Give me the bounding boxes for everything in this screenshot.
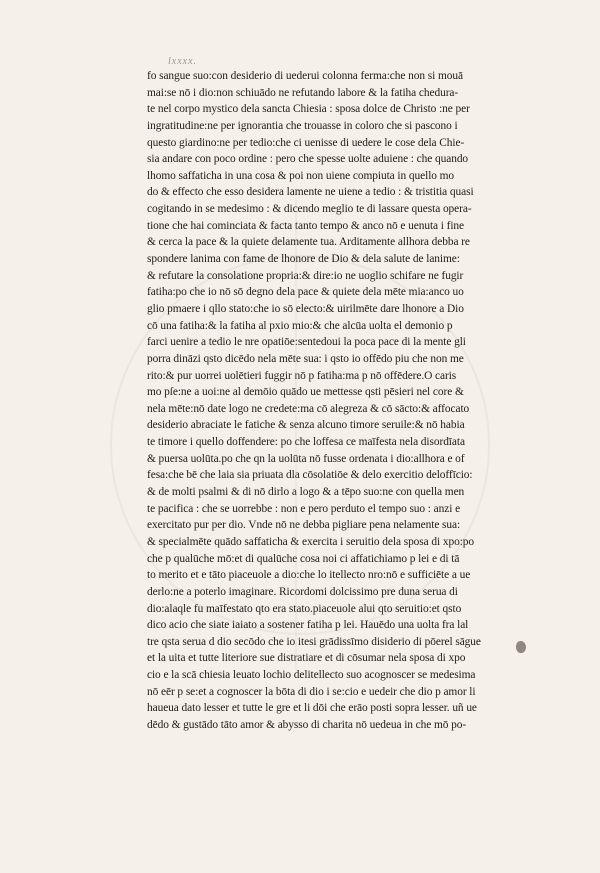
text-line: desiderio abraciate le fatiche & senza alcuno timore seruile:& nō habia: [147, 419, 465, 432]
text-line: tre qsta serua d dio secōdo che io itesi grādissīmo disiderio di pōerel sāgue: [147, 635, 481, 648]
text-line: glio pmaere i qllo stato:che io sō electo:& uirilmēte dare lhonore a Dio: [147, 302, 464, 315]
text-line: te nel corpo mystico dela sancta Chiesia : sposa dolce de Christo :ne per: [147, 103, 470, 116]
text-line: ingratitudine:ne per ignorantia che trouasse in coloro che si pascono i: [147, 119, 458, 132]
text-line: & refutare la consolatione propria:& dire:io ne uoglio schifare ne fugir: [147, 269, 464, 282]
text-line: mo pſe:ne a uoi:ne al demōio quādo ue mettesse qsti pēsieri nel core &: [147, 386, 464, 399]
ink-blot: [516, 641, 526, 653]
text-line: fatiha:po che io nō sō degno dela pace & quiete dela mēte mia:anco uo: [147, 286, 464, 299]
text-line: nela mēte:nō date logo ne credete:ma cō alegreza & cō sācto:& affocato: [147, 402, 470, 415]
text-line: sia andare con poco ordine : pero che spesse uolte aduiene : che quando: [147, 153, 469, 166]
text-line: mai:se nō i dio:non schiuādo ne refutando labore & la fatiha chedura-: [147, 86, 459, 99]
text-line: derlo:ne a poterlo imaginare. Ricordomi dolcissimo pre duna serua di: [147, 585, 458, 598]
text-line: nō eēr p se:et a cognoscer la bōta di dio i se:cio e uedeir che dio p amor li: [147, 685, 476, 698]
text-line: cō una fatiha:& la fatiha al pxio mio:& che alcūa uolta el demonio p: [147, 319, 453, 332]
text-line: & puersa uolūta.po che qn la uolūta nō fusse ordenata i dio:allhora e of: [147, 452, 465, 465]
text-line: exercitato pur per dio. Vnde nō ne debba pigliare pena nelamente sua:: [147, 519, 461, 532]
text-line: farci uenire a tedio le nre opatiōe:sentedoui la poca pace di la mente gli: [147, 336, 466, 349]
text-line: et la uita et tutte literiore sue distratiare et di cōsumar nela sposa di xpo: [147, 652, 466, 665]
text-line: rito:& pur uorrei uolētieri fuggir nō p fatiha:ma p nō offēdere.O caris: [147, 369, 457, 382]
text-line: dio:alaqle fu maīfestato qto era stato.piaceuole alui qto seruitio:et qsto: [147, 602, 462, 615]
text-line: porra dināzi qsto dicēdo nela mēte sua: i qsto io offēdo piu che non me: [147, 352, 464, 365]
text-line: & de molti psalmi & di nō dirlo a logo & a tēpo suo:ne con quella men: [147, 486, 465, 499]
text-line: dico acio che siate iaiato a sostener fatiha p lei. Hauēdo una uolta fra lal: [147, 619, 469, 632]
text-block: [147, 68, 545, 734]
text-line: dēdo & gustādo tāto amor & abysso di charita nō uedeua in che mō po-: [147, 718, 467, 731]
text-line: tione che hai cominciata & facta tanto tempo & anco nō e uenuta i fine: [147, 219, 465, 232]
text-line: cio e la scā chiesia leuato lochio delitellecto suo acognoscer se medesima: [147, 669, 476, 682]
text-line: cogitando in se medesimo : & dicendo meglio te di lassare questa opera-: [147, 203, 472, 216]
text-line: fo sangue suo:con desiderio di uederui colonna ferma:che non si mouā: [147, 70, 463, 82]
text-line: che p qualūche mō:et di qualūche cosa noi ci affatichiamo p lei e di tā: [147, 552, 460, 565]
text-line: te pacifica : che se uorrebbe : non e pero perduto el tempo suo : anzi e: [147, 502, 461, 515]
text-line: lhomo saffaticha in una cosa & poi non uiene compiuta in quello mo: [147, 169, 455, 182]
text-line: haueua dato lesser et tutte le gre et li dōi che erāo posti sopra lesser. uñ ue: [147, 702, 477, 715]
folio-number: lxxxx.: [168, 56, 198, 67]
text-line: spondere lanima con fame de lhonore de Dio & dela salute de lanime:: [147, 253, 460, 266]
text-line: fesa:che bē che laia sia priuata dla cōsolatiōe & delo exercitio deloffīcio:: [147, 469, 473, 482]
text-line: do & effecto che esso desidera lamente ne uiene a tedio : & tristitia quasi: [147, 186, 474, 199]
text-line: to merito et e tāto piaceuole a dio:che lo itellecto nro:nō e sufficiēte a ue: [147, 569, 471, 582]
text-line: te timore i quello doffendere: po che loffesa ce maīfesta nela disordīata: [147, 436, 465, 449]
text-line: & cerca la pace & la quiete delamente tua. Arditamente allhora debba re: [147, 236, 470, 249]
text-line: & specialmēte quādo saffaticha & exercita i seruitio dela sposa di xpo:po: [147, 535, 475, 548]
text-line: questo giardino:ne per tedio:che ci uenisse di uedere le cose dela Chie-: [147, 136, 465, 149]
